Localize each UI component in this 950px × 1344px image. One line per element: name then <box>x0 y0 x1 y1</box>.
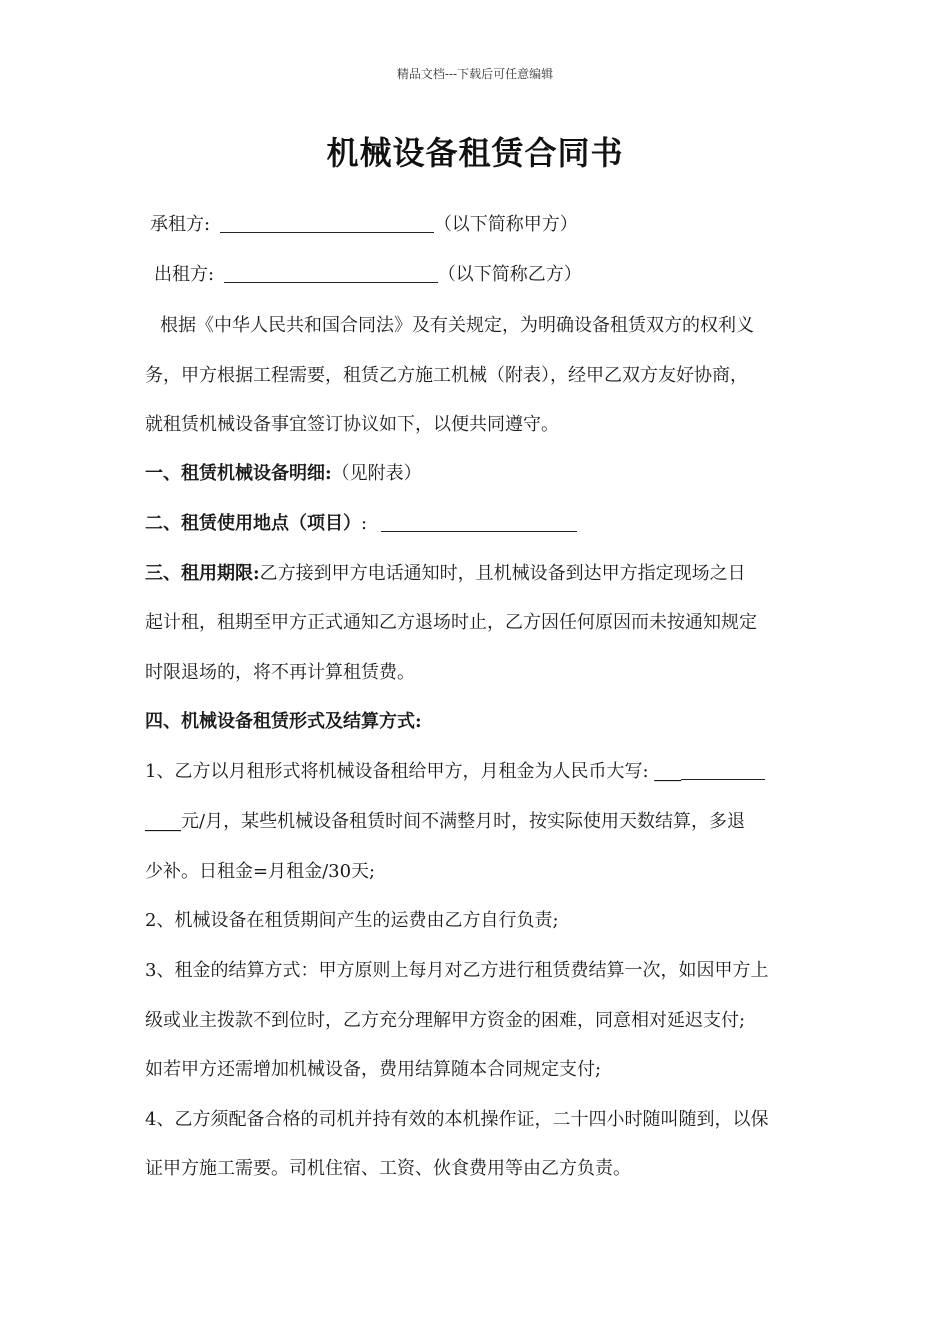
item-1-line-2 <box>145 809 810 835</box>
item-1-line-3: 少补。日租金=月租金/30天; <box>145 861 376 882</box>
lessor-suffix: （以下简称乙方） <box>437 264 582 285</box>
lessee-suffix: （以下简称甲方） <box>433 214 578 235</box>
item-1-line-2-text: 元/月，某些机械设备租赁时间不满整月时，按实际使用天数结算，多退 <box>181 811 746 832</box>
intro-line-2: 务，甲方根据工程需要，租赁乙方施工机械（附表），经甲乙双方友好协商， <box>145 365 748 386</box>
intro-line-3: 就租赁机械设备事宜签订协议如下，以便共同遵守。 <box>145 414 559 435</box>
section-2-heading: 二、租赁使用地点（项目） <box>145 513 361 534</box>
item-4-line-2: 证甲方施工需要。司机住宿、工资、伙食费用等由乙方负责。 <box>145 1158 631 1179</box>
lessee-line <box>150 212 815 238</box>
item-3-line-3: 如若甲方还需增加机械设备，费用结算随本合同规定支付; <box>145 1059 602 1080</box>
lessor-line <box>154 262 819 288</box>
location-blank <box>381 511 577 532</box>
section-3-line-3: 时限退场的，将不再计算租赁费。 <box>145 662 415 683</box>
item-1-line-1 <box>145 759 810 785</box>
document-title: 机械设备租赁合同书 <box>326 134 624 172</box>
lessee-blank <box>220 212 434 233</box>
section-1 <box>145 461 810 487</box>
section-1-text: （见附表） <box>331 463 422 484</box>
section-3-line-1 <box>145 561 810 587</box>
intro-line-1: 根据《中华人民共和国合同法》及有关规定，为明确设备租赁双方的权利义 <box>160 315 754 336</box>
section-4-heading: 四、机械设备租赁形式及结算方式: <box>145 711 422 732</box>
section-2-colon: : <box>361 513 368 534</box>
item-4-line-1: 4、乙方须配备合格的司机并持有效的本机操作证，二十四小时随叫随到，以保 <box>145 1109 769 1130</box>
item-2: 2、机械设备在租赁期间产生的运费由乙方自行负责; <box>145 910 559 931</box>
section-1-heading: 一、租赁机械设备明细: <box>145 463 332 484</box>
lessee-label: 承租方: <box>150 214 211 235</box>
rent-amount-blank-continued: ____ <box>145 811 181 832</box>
item-3-line-1: 3、租金的结算方式：甲方原则上每月对乙方进行租赁费结算一次，如因甲方上 <box>145 960 769 981</box>
section-2 <box>145 511 810 537</box>
item-1-text: 1、乙方以月租形式将机械设备租给甲方，月租金为人民币大写: <box>145 761 649 782</box>
section-3-line-2: 起计租，租期至甲方正式通知乙方退场时止，乙方因任何原因而未按通知规定 <box>145 612 757 633</box>
section-3-text: 乙方接到甲方电话通知时，且机械设备到达甲方指定现场之日 <box>259 563 746 584</box>
lessor-blank <box>224 262 438 283</box>
rent-amount-blank-short: ___ <box>654 761 682 782</box>
lessor-label: 出租方: <box>154 264 215 285</box>
section-3-heading: 三、租用期限: <box>145 563 260 584</box>
item-3-line-2: 级或业主拨款不到位时，乙方充分理解甲方资金的困难，同意相对延迟支付; <box>145 1010 746 1031</box>
rent-amount-blank <box>681 759 765 780</box>
page-header: 精品文档---下载后可任意编辑 <box>396 67 554 81</box>
